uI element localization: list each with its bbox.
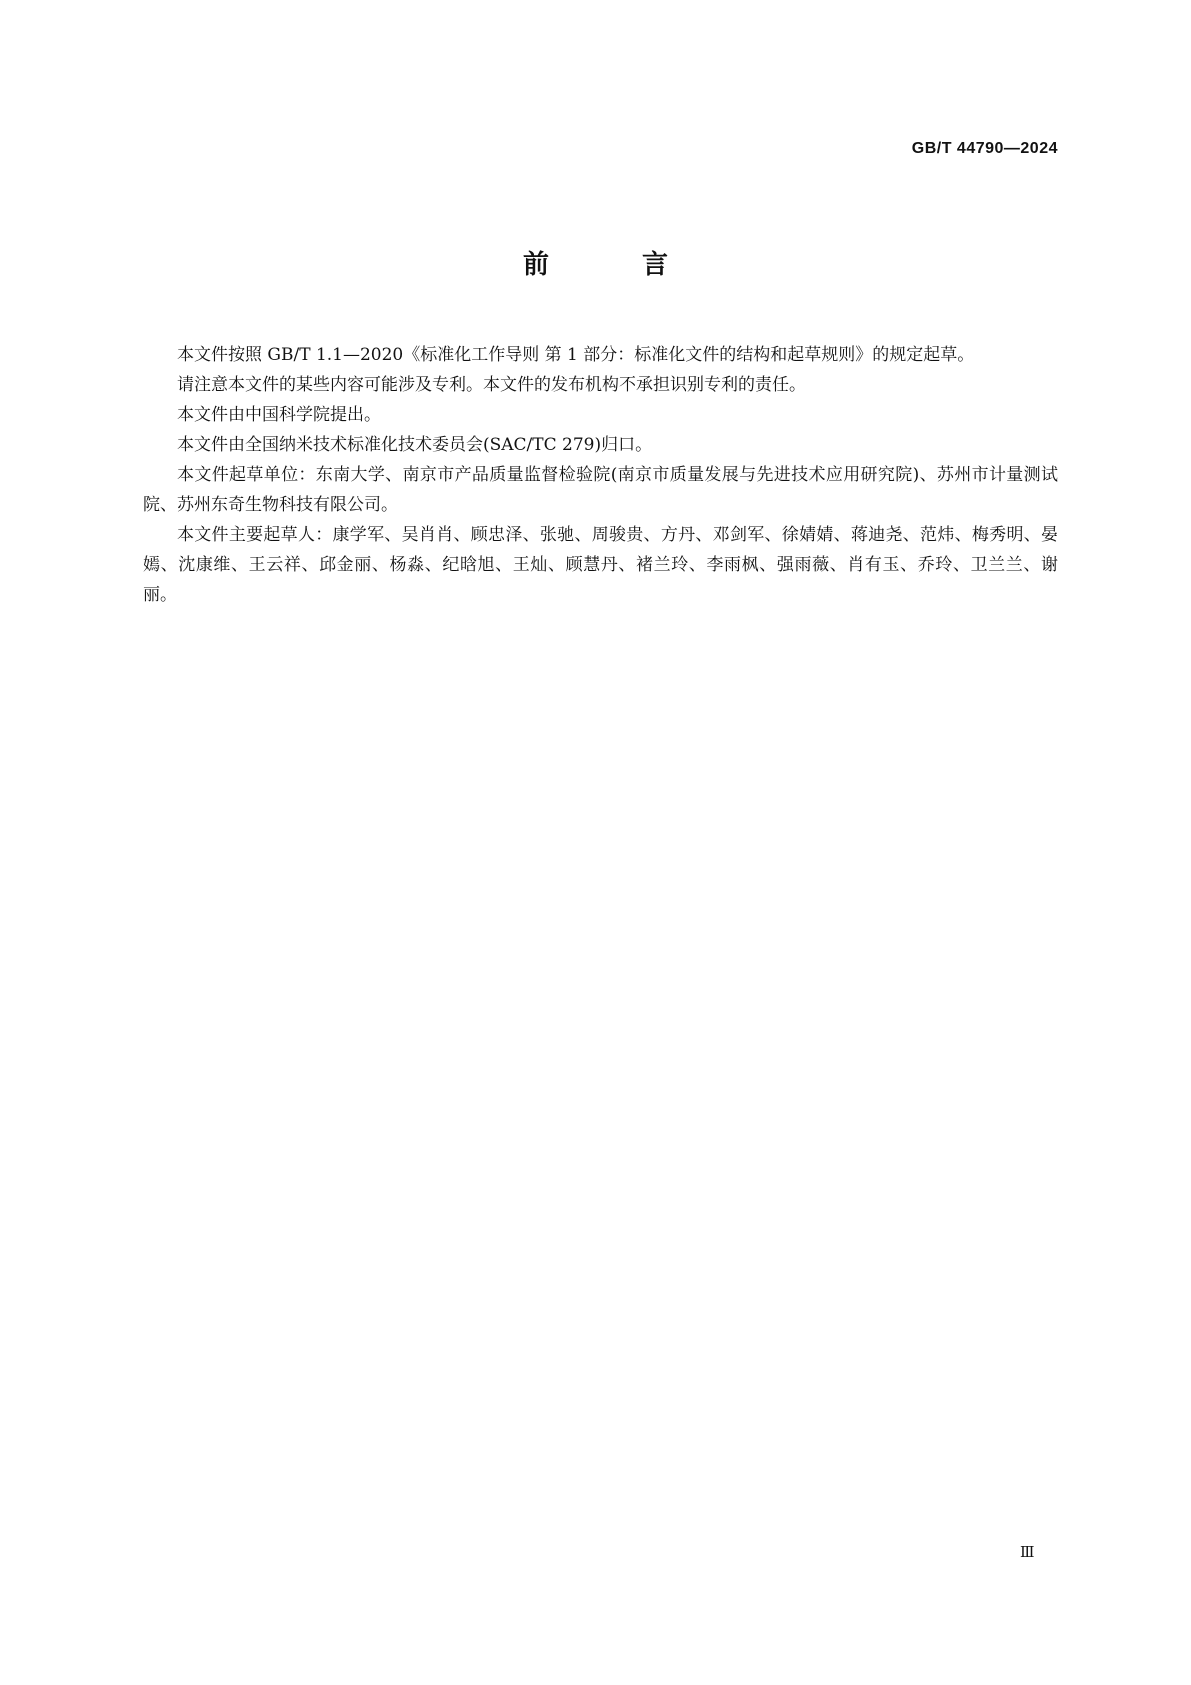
foreword-body xyxy=(143,340,1058,610)
page-title: 前 言 xyxy=(522,250,711,280)
paragraph-proposer: 本文件由中国科学院提出。 xyxy=(177,405,381,425)
paragraph-drafters: 本文件主要起草人：康学军、吴肖肖、顾忠泽、张驰、周骏贵、方丹、邓剑军、徐婧婧、蒋迪尧、范炜、梅秀明、晏嫣、沈康维、王云祥、邱金丽、杨淼、纪晗旭、王灿、顾慧丹、褚兰玲、李雨枫、强雨薇、肖有玉、乔玲、卫兰兰、谢丽。 xyxy=(143,525,1058,605)
paragraph-administrator: 本文件由全国纳米技术标准化技术委员会(SAC/TC 279)归口。 xyxy=(177,435,653,455)
paragraph-patent-notice: 请注意本文件的某些内容可能涉及专利。本文件的发布机构不承担识别专利的责任。 xyxy=(177,375,806,395)
page-number: Ⅲ xyxy=(1020,1543,1035,1561)
standard-code: GB/T 44790—2024 xyxy=(911,140,1058,157)
paragraph-drafting-rules: 本文件按照 GB/T 1.1—2020《标准化工作导则 第 1 部分：标准化文件的结构和起草规则》的规定起草。 xyxy=(177,345,975,365)
paragraph-drafting-units: 本文件起草单位：东南大学、南京市产品质量监督检验院(南京市质量发展与先进技术应用研究院)、苏州市计量测试院、苏州东奇生物科技有限公司。 xyxy=(143,465,1058,515)
